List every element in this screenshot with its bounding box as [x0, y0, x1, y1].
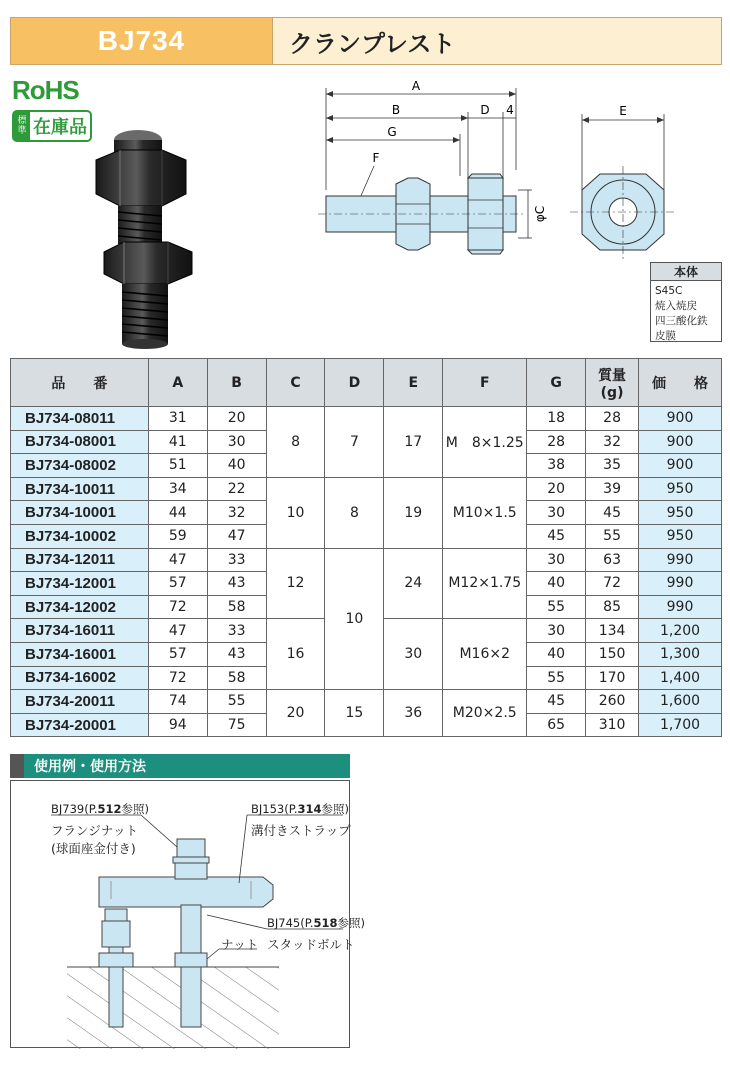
col-header-c: C: [266, 359, 325, 407]
part-number: BJ734-12001: [11, 572, 149, 596]
col-header-b: B: [207, 359, 266, 407]
table-row: BJ734-10002 59 47 45 55 950: [11, 524, 722, 548]
table-row: BJ734-20011 74 55 20 15 36 M20×2.5 45 260 1,600: [11, 690, 722, 714]
table-row: BJ734-12002 72 58 55 85 990: [11, 595, 722, 619]
usage-title: 使用例・使用方法: [34, 759, 146, 775]
stock-label: 在庫品: [33, 117, 87, 138]
part-number: BJ734-12002: [11, 595, 149, 619]
col-header-d: D: [325, 359, 384, 407]
stud-bolt-label: スタッドボルト: [267, 937, 355, 952]
col-header-g: G: [527, 359, 586, 407]
table-row: BJ734-16002 72 58 55 170 1,400: [11, 666, 722, 690]
table-row: BJ734-12011 47 33 12 10 24 M12×1.75 30 63 990: [11, 548, 722, 572]
standard-stock-badge: [12, 110, 92, 142]
dim-b-label: B: [391, 103, 401, 117]
stock-small-1: 標: [17, 116, 27, 126]
flange-nut-label: フランジナット: [51, 823, 138, 838]
usage-section-header: [10, 754, 350, 778]
table-row: BJ734-16001 57 43 40 150 1,300: [11, 642, 722, 666]
dimension-drawing: [300, 70, 720, 270]
dim-4-label: 4: [506, 103, 514, 117]
dim-g-label: G: [387, 125, 397, 139]
material-line: 四三酸化鉄皮膜: [655, 315, 708, 342]
table-row: BJ734-08011 31 20 8 7 17 M 8×1.25 18 28 900: [11, 407, 722, 431]
dim-f-label: F: [372, 151, 380, 165]
rohs-badge: RoHS: [12, 75, 79, 105]
part-number: BJ734-08001: [11, 430, 149, 454]
part-number: BJ734-08002: [11, 454, 149, 478]
table-row: BJ734-20001 94 75 65 310 1,700: [11, 713, 722, 737]
bj745-ref: BJ745(P.518参照): [267, 916, 366, 930]
part-number: BJ734-16011: [11, 619, 149, 643]
col-header-e: E: [384, 359, 443, 407]
stock-small-2: 準: [17, 126, 27, 136]
strap-label: 溝付きストラップ: [251, 823, 351, 838]
table-row: BJ734-08001 41 30 28 32 900: [11, 430, 722, 454]
table-row: BJ734-10011 34 22 10 8 19 M10×1.5 20 39 950: [11, 477, 722, 501]
product-photo: [90, 122, 290, 352]
part-number: BJ734-10002: [11, 524, 149, 548]
table-row: BJ734-10001 44 32 30 45 950: [11, 501, 722, 525]
product-code: BJ734: [11, 18, 273, 64]
title-bar: [10, 17, 722, 65]
material-box: [650, 262, 722, 342]
material-line: 焼入焼戻: [655, 300, 697, 312]
part-number: BJ734-12011: [11, 548, 149, 572]
part-number: BJ734-10001: [11, 501, 149, 525]
spec-table: [10, 358, 722, 737]
bj153-ref: BJ153(P.314参照): [251, 802, 350, 816]
part-number: BJ734-16002: [11, 666, 149, 690]
col-header-pn: 品 番: [11, 359, 149, 407]
usage-example: [10, 780, 366, 1048]
dim-c-label: φC: [533, 205, 547, 223]
table-row: BJ734-08002 51 40 38 35 900: [11, 454, 722, 478]
part-number: BJ734-20011: [11, 690, 149, 714]
flange-nut-sub-label: (球面座金付き): [51, 841, 136, 856]
table-row: BJ734-12001 57 43 40 72 990: [11, 572, 722, 596]
col-header-price: 価 格: [639, 359, 722, 407]
part-number: BJ734-08011: [11, 407, 149, 431]
part-number: BJ734-20001: [11, 713, 149, 737]
dim-e-label: E: [619, 104, 627, 118]
nut-label: ナット: [221, 937, 259, 952]
product-name: クランプレスト: [289, 29, 456, 58]
col-header-f: F: [443, 359, 527, 407]
col-header-mass: 質量 (g): [586, 359, 639, 407]
bj739-ref: BJ739(P.512参照): [51, 802, 150, 816]
table-row: BJ734-16011 47 33 16 30 M16×2 30 134 1,200: [11, 619, 722, 643]
material-line: S45C: [655, 285, 683, 297]
part-number: BJ734-16001: [11, 642, 149, 666]
dim-d-label: D: [480, 103, 490, 117]
material-title: 本体: [651, 263, 721, 281]
part-number: BJ734-10011: [11, 477, 149, 501]
col-header-a: A: [148, 359, 207, 407]
dim-a-label: A: [411, 79, 421, 93]
